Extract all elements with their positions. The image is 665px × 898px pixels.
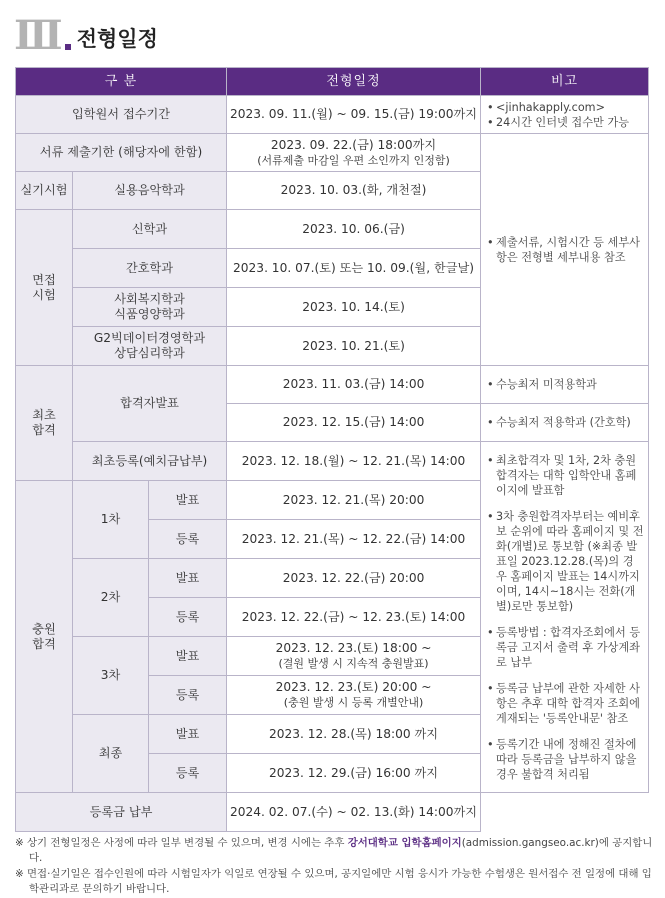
group-interview: 면접 시험 <box>16 210 73 366</box>
row-label-interview-3: 사회복지학과 식품영양학과 <box>73 288 227 327</box>
date-documents: 2023. 09. 22.(금) 18:00까지 (서류제출 마감일 우편 소인까지 인정함) <box>227 134 481 172</box>
date-interview-4: 2023. 10. 21.(토) <box>227 327 481 366</box>
announce-label: 발표 <box>149 559 227 598</box>
section-heading <box>14 8 158 58</box>
note-item: • 3차 충원합격자부터는 예비후보 순위에 따라 홈페이지 및 전화(개별)로 통보함 (※최종 발표일 2023.12.28.(목)의 경우 홈페이지 발표는 14시까지이며, 14시~18시는 전화(개별)로만 통보함) <box>487 509 644 614</box>
footnote-2: ※ 면접·실기일은 접수인원에 따라 시험일자가 익일로 연장될 수 있으며, 공지일에만 시험 응시가 가능한 수험생은 원서접수 전 일정에 대해 입학관리과로 문의하기 바랍니다. <box>15 868 652 895</box>
announce-label: 발표 <box>149 715 227 754</box>
row-label-payment: 등록금 납부 <box>16 793 227 832</box>
date-r2-announce: 2023. 12. 22.(금) 20:00 <box>227 559 481 598</box>
header-category: 구 분 <box>16 68 227 96</box>
note-application <box>481 96 649 134</box>
note-additional <box>481 442 649 793</box>
note-item: • 수능최저 적용학과 (간호학) <box>487 415 644 430</box>
date-payment: 2024. 02. 07.(수) ~ 02. 13.(화) 14:00까지 <box>227 793 481 832</box>
page-title: 전형일정 <box>76 27 158 51</box>
row-label-interview-1: 신학과 <box>73 210 227 249</box>
round-2: 2차 <box>73 559 149 637</box>
register-label: 등록 <box>149 598 227 637</box>
date-r1-announce: 2023. 12. 21.(목) 20:00 <box>227 481 481 520</box>
homepage-link[interactable]: 강서대학교 입학홈페이지 <box>347 837 462 849</box>
date-application: 2023. 09. 11.(월) ~ 09. 15.(금) 19:00까지 <box>227 96 481 134</box>
note-item: • <jinhakapply.com> <box>487 100 644 115</box>
date-r4-announce: 2023. 12. 28.(목) 18:00 까지 <box>227 715 481 754</box>
row-label-documents: 서류 제출기한 (해당자에 한함) <box>16 134 227 172</box>
note-item: • 수능최저 미적용학과 <box>487 377 644 392</box>
group-additional: 충원 합격 <box>16 481 73 793</box>
group-practical: 실기시험 <box>16 172 73 210</box>
date-r3-register: 2023. 12. 23.(토) 20:00 ~ (충원 발생 시 등록 개별안내) <box>227 676 481 715</box>
note-final-2 <box>481 404 649 442</box>
note-item: • 등록금 납부에 관한 자세한 사항은 추후 대학 합격자 조회에 게재되는 '등록안내문' 참조 <box>487 681 644 726</box>
note-final-1 <box>481 366 649 404</box>
header-notes: 비고 <box>481 68 649 96</box>
row-label-interview-2: 간호학과 <box>73 249 227 288</box>
row-label-final-register: 최초등록(예치금납부) <box>73 442 227 481</box>
register-label: 등록 <box>149 754 227 793</box>
date-practical: 2023. 10. 03.(화, 개천절) <box>227 172 481 210</box>
note-item: • 등록방법 : 합격자조회에서 등록금 고지서 출력 후 가상계좌로 납부 <box>487 625 644 670</box>
note-item: • 등록기간 내에 정해진 절차에 따라 등록금을 납부하지 않을 경우 불합격 처리됨 <box>487 737 644 782</box>
schedule-table <box>15 67 649 832</box>
header-schedule: 전형일정 <box>227 68 481 96</box>
date-r3-announce: 2023. 12. 23.(토) 18:00 ~ (결원 발생 시 지속적 충원발표) <box>227 637 481 676</box>
note-item: • 24시간 인터넷 접수만 가능 <box>487 115 644 130</box>
register-label: 등록 <box>149 520 227 559</box>
round-1: 1차 <box>73 481 149 559</box>
date-final-register: 2023. 12. 18.(월) ~ 12. 21.(목) 14:00 <box>227 442 481 481</box>
row-label-application: 입학원서 접수기간 <box>16 96 227 134</box>
date-final-1: 2023. 11. 03.(금) 14:00 <box>227 366 481 404</box>
date-r4-register: 2023. 12. 29.(금) 16:00 까지 <box>227 754 481 793</box>
date-r2-register: 2023. 12. 22.(금) ~ 12. 23.(토) 14:00 <box>227 598 481 637</box>
announce-label: 발표 <box>149 481 227 520</box>
round-final: 최종 <box>73 715 149 793</box>
note-common <box>481 134 649 366</box>
date-final-2: 2023. 12. 15.(금) 14:00 <box>227 404 481 442</box>
footnote-1: ※ 상기 전형일정은 사정에 따라 일부 변경될 수 있으며, 변경 시에는 추후 강서대학교 입학홈페이지(admission.gangseo.ac.kr)에 공지합니다. <box>15 837 653 864</box>
row-label-practical: 실용음악학과 <box>73 172 227 210</box>
note-item: • 최초합격자 및 1차, 2차 충원합격자는 대학 입학안내 홈페이지에 발표함 <box>487 453 644 498</box>
group-final: 최초 합격 <box>16 366 73 481</box>
row-label-final-announce: 합격자발표 <box>73 366 227 442</box>
heading-dot <box>65 44 71 50</box>
date-interview-1: 2023. 10. 06.(금) <box>227 210 481 249</box>
note-item: • 제출서류, 시험시간 등 세부사항은 전형별 세부내용 참조 <box>487 235 644 265</box>
section-number: Ⅲ <box>14 12 59 59</box>
round-3: 3차 <box>73 637 149 715</box>
date-interview-3: 2023. 10. 14.(토) <box>227 288 481 327</box>
date-interview-2: 2023. 10. 07.(토) 또는 10. 09.(월, 한글날) <box>227 249 481 288</box>
date-r1-register: 2023. 12. 21.(목) ~ 12. 22.(금) 14:00 <box>227 520 481 559</box>
register-label: 등록 <box>149 676 227 715</box>
announce-label: 발표 <box>149 637 227 676</box>
row-label-interview-4: G2빅데이터경영학과 상담심리학과 <box>73 327 227 366</box>
